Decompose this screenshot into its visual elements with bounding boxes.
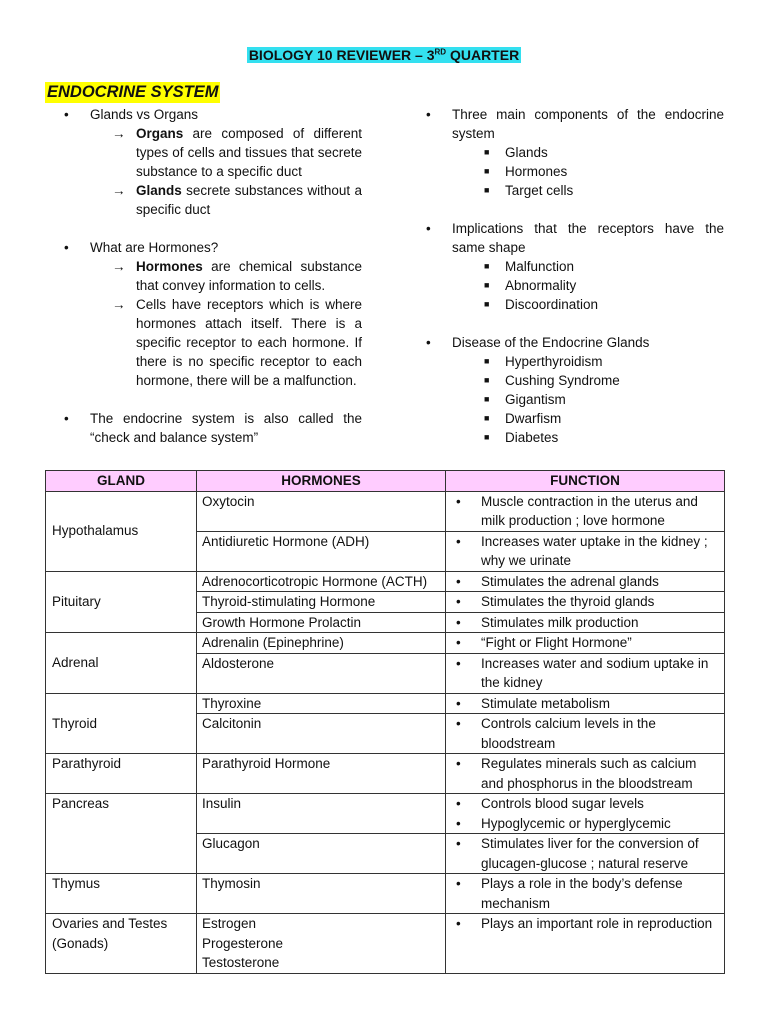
gland-cell: Adrenal	[46, 633, 197, 694]
endocrine-table	[45, 470, 725, 974]
hormone-cell: Glucagon	[197, 834, 446, 874]
arrow-icon: →	[112, 259, 126, 274]
hormone-cell: Estrogen Progesterone Testosterone	[197, 914, 446, 974]
bullet-icon: •	[64, 240, 69, 255]
bullet-icon: •	[426, 221, 431, 236]
square-bullet-icon: ■	[484, 280, 490, 290]
hormone-cell: Aldosterone	[197, 653, 446, 693]
function-cell: • Stimulates the adrenal glands	[446, 571, 725, 592]
list-item: • What are Hormones?	[64, 240, 219, 255]
table-row	[46, 794, 725, 834]
hormone-cell: Oxytocin	[197, 491, 446, 531]
arrow-icon: →	[112, 297, 126, 312]
square-bullet-icon: ■	[484, 299, 490, 309]
list-item: • Three main components of the endocrine system	[426, 107, 724, 141]
sub-item: ■ Abnormality	[484, 278, 577, 293]
hormone-cell: Adrenocorticotropic Hormone (ACTH)	[197, 571, 446, 592]
gland-cell: Pancreas	[46, 794, 197, 874]
function-cell: • Stimulates the thyroid glands	[446, 592, 725, 613]
square-bullet-icon: ■	[484, 166, 490, 176]
function-cell: • Stimulates liver for the conversion of glucagen-glucose ; natural reserve	[446, 834, 725, 874]
title-superscript: RD	[434, 47, 447, 57]
gland-cell: Hypothalamus	[46, 491, 197, 571]
function-cell: • Plays an important role in reproduction	[446, 914, 725, 974]
arrow-icon: →	[112, 183, 126, 198]
square-bullet-icon: ■	[484, 394, 490, 404]
gland-cell: Thyroid	[46, 693, 197, 754]
title-text: BIOLOGY 10 REVIEWER – 3	[248, 47, 435, 63]
table-row	[46, 571, 725, 592]
column-header: FUNCTION	[446, 471, 725, 492]
sub-item: ■ Gigantism	[484, 392, 566, 407]
sub-item: ■ Glands	[484, 145, 548, 160]
column-header: HORMONES	[197, 471, 446, 492]
right-column	[424, 105, 724, 447]
bullet-icon: •	[426, 335, 431, 350]
hormone-cell: Thyroid-stimulating Hormone	[197, 592, 446, 613]
sub-item: ■ Target cells	[484, 183, 574, 198]
hormone-cell: Parathyroid Hormone	[197, 754, 446, 794]
column-header: GLAND	[46, 471, 197, 492]
sub-item: → Hormones are chemical substance that convey information to cells.	[112, 259, 362, 293]
square-bullet-icon: ■	[484, 375, 490, 385]
list-item: • Implications that the receptors have the same shape	[426, 221, 724, 255]
function-cell: • “Fight or Flight Hormone”	[446, 633, 725, 654]
function-cell: • Plays a role in the body’s defense mechanism	[446, 874, 725, 914]
function-cell: • Controls blood sugar levels • Hypoglycemic or hyperglycemic	[446, 794, 725, 834]
function-cell: • Muscle contraction in the uterus and milk production ; love hormone	[446, 491, 725, 531]
sub-item: ■ Diabetes	[484, 430, 559, 445]
bullet-icon: •	[64, 411, 69, 426]
function-cell: • Regulates minerals such as calcium and phosphorus in the bloodstream	[446, 754, 725, 794]
function-cell: • Stimulates milk production	[446, 612, 725, 633]
hormone-cell: Insulin	[197, 794, 446, 834]
table-header-row	[46, 471, 725, 492]
gland-cell: Pituitary	[46, 571, 197, 633]
document-title	[0, 46, 768, 65]
hormone-cell: Adrenalin (Epinephrine)	[197, 633, 446, 654]
sub-item: → Organs are composed of different types of cells and tissues that secrete substance to a specific duct	[112, 126, 362, 179]
table-row	[46, 874, 725, 914]
square-bullet-icon: ■	[484, 432, 490, 442]
square-bullet-icon: ■	[484, 185, 490, 195]
sub-item: → Cells have receptors which is where hormones attach itself. There is a specific receptor to each hormone. If there is no specific receptor to each hormone, there will be a malfunction.	[112, 297, 362, 388]
list-item: • Disease of the Endocrine Glands	[426, 335, 650, 350]
gland-cell: Ovaries and Testes (Gonads)	[46, 914, 197, 974]
square-bullet-icon: ■	[484, 261, 490, 271]
square-bullet-icon: ■	[484, 413, 490, 423]
sub-item: → Glands secrete substances without a specific duct	[112, 183, 362, 217]
table-row	[46, 754, 725, 794]
table-row	[46, 693, 725, 714]
function-cell: • Controls calcium levels in the bloodstream	[446, 714, 725, 754]
left-column	[62, 105, 362, 447]
gland-cell: Parathyroid	[46, 754, 197, 794]
sub-item: ■ Dwarfism	[484, 411, 562, 426]
function-cell: • Increases water uptake in the kidney ; why we urinate	[446, 531, 725, 571]
function-cell: • Stimulate metabolism	[446, 693, 725, 714]
function-cell: • Increases water and sodium uptake in the kidney	[446, 653, 725, 693]
arrow-icon: →	[112, 126, 126, 141]
bullet-icon: •	[64, 107, 69, 122]
table-row	[46, 491, 725, 531]
sub-item: ■ Cushing Syndrome	[484, 373, 620, 388]
square-bullet-icon: ■	[484, 147, 490, 157]
table-row	[46, 633, 725, 654]
section-heading: ENDOCRINE SYSTEM	[47, 83, 219, 101]
hormone-cell: Calcitonin	[197, 714, 446, 754]
sub-item: ■ Discoordination	[484, 297, 599, 312]
list-item: • Glands vs Organs	[64, 107, 199, 122]
hormone-cell: Thymosin	[197, 874, 446, 914]
sub-item: ■ Hormones	[484, 164, 568, 179]
hormone-cell: Growth Hormone Prolactin	[197, 612, 446, 633]
sub-item: ■ Hyperthyroidism	[484, 354, 603, 369]
hormone-cell: Antidiuretic Hormone (ADH)	[197, 531, 446, 571]
title-text-end: QUARTER	[446, 47, 520, 63]
bullet-icon: •	[426, 107, 431, 122]
gland-cell: Thymus	[46, 874, 197, 914]
list-item: • The endocrine system is also called the “check and balance system”	[64, 411, 362, 445]
sub-item: ■ Malfunction	[484, 259, 575, 274]
hormone-cell: Thyroxine	[197, 693, 446, 714]
table-row	[46, 914, 725, 974]
square-bullet-icon: ■	[484, 356, 490, 366]
